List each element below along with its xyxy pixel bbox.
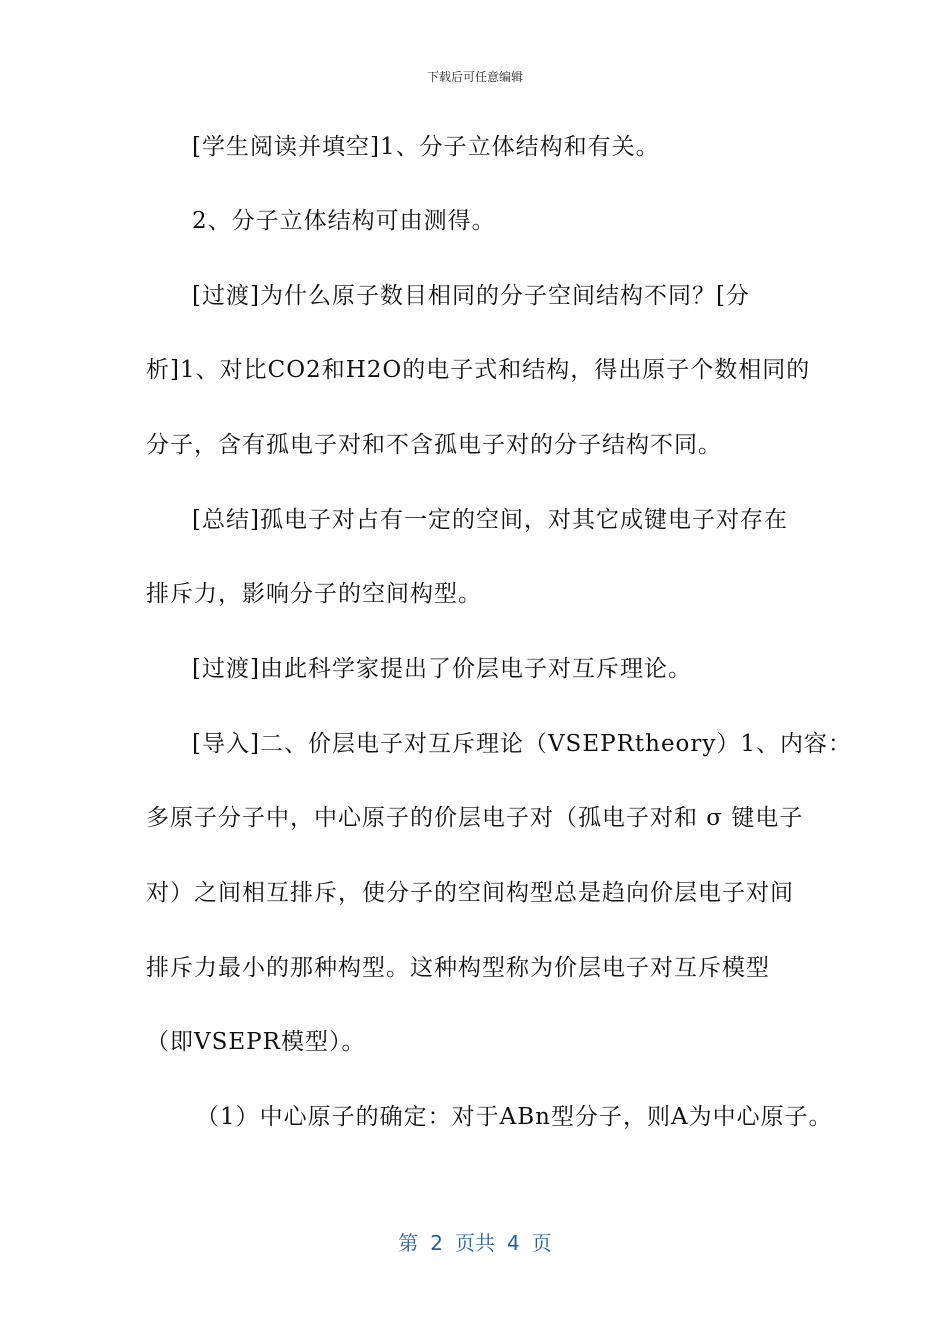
- footer-page-number: 2: [430, 1231, 443, 1255]
- paragraph-line-7: 排斥力，影响分子的空间构型。: [146, 581, 482, 607]
- paragraph-line-8: [过渡]由此科学家提出了价层电子对互斥理论。: [192, 656, 692, 682]
- paragraph-line-4: 析]1、对比CO2和H2O的电子式和结构，得出原子个数相同的: [146, 357, 811, 383]
- paragraph-line-14: （1）中心原子的确定：对于ABn型分子，则A为中心原子。: [196, 1104, 833, 1130]
- paragraph-line-5: 分子，含有孤电子对和不含孤电子对的分子结构不同。: [146, 432, 722, 458]
- paragraph-line-9: [导入]二、价层电子对互斥理论（VSEPRtheory）1、内容：: [192, 731, 853, 757]
- footer-middle: 页共: [455, 1231, 495, 1255]
- page-footer: [0, 1227, 950, 1256]
- footer-total-pages: 4: [507, 1231, 520, 1255]
- paragraph-line-2: 2、分子立体结构可由测得。: [192, 208, 496, 234]
- footer-prefix: 第: [398, 1231, 419, 1255]
- footer-suffix: 页: [531, 1231, 552, 1255]
- paragraph-line-3: [过渡]为什么原子数目相同的分子空间结构不同？[分: [192, 283, 750, 309]
- paragraph-line-10: 多原子分子中，中心原子的价层电子对（孤电子对和 σ 键电子: [146, 805, 804, 831]
- paragraph-line-1: [学生阅读并填空]1、分子立体结构和有关。: [192, 134, 660, 160]
- paragraph-line-12: 排斥力最小的那种构型。这种构型称为价层电子对互斥模型: [146, 955, 770, 981]
- page-header: 下载后可任意编辑: [426, 70, 523, 84]
- paragraph-line-13: （即VSEPR模型）。: [146, 1029, 366, 1055]
- paragraph-line-11: 对）之间相互排斥，使分子的空间构型总是趋向价层电子对间: [146, 880, 794, 906]
- paragraph-line-6: [总结]孤电子对占有一定的空间，对其它成键电子对存在: [192, 507, 788, 533]
